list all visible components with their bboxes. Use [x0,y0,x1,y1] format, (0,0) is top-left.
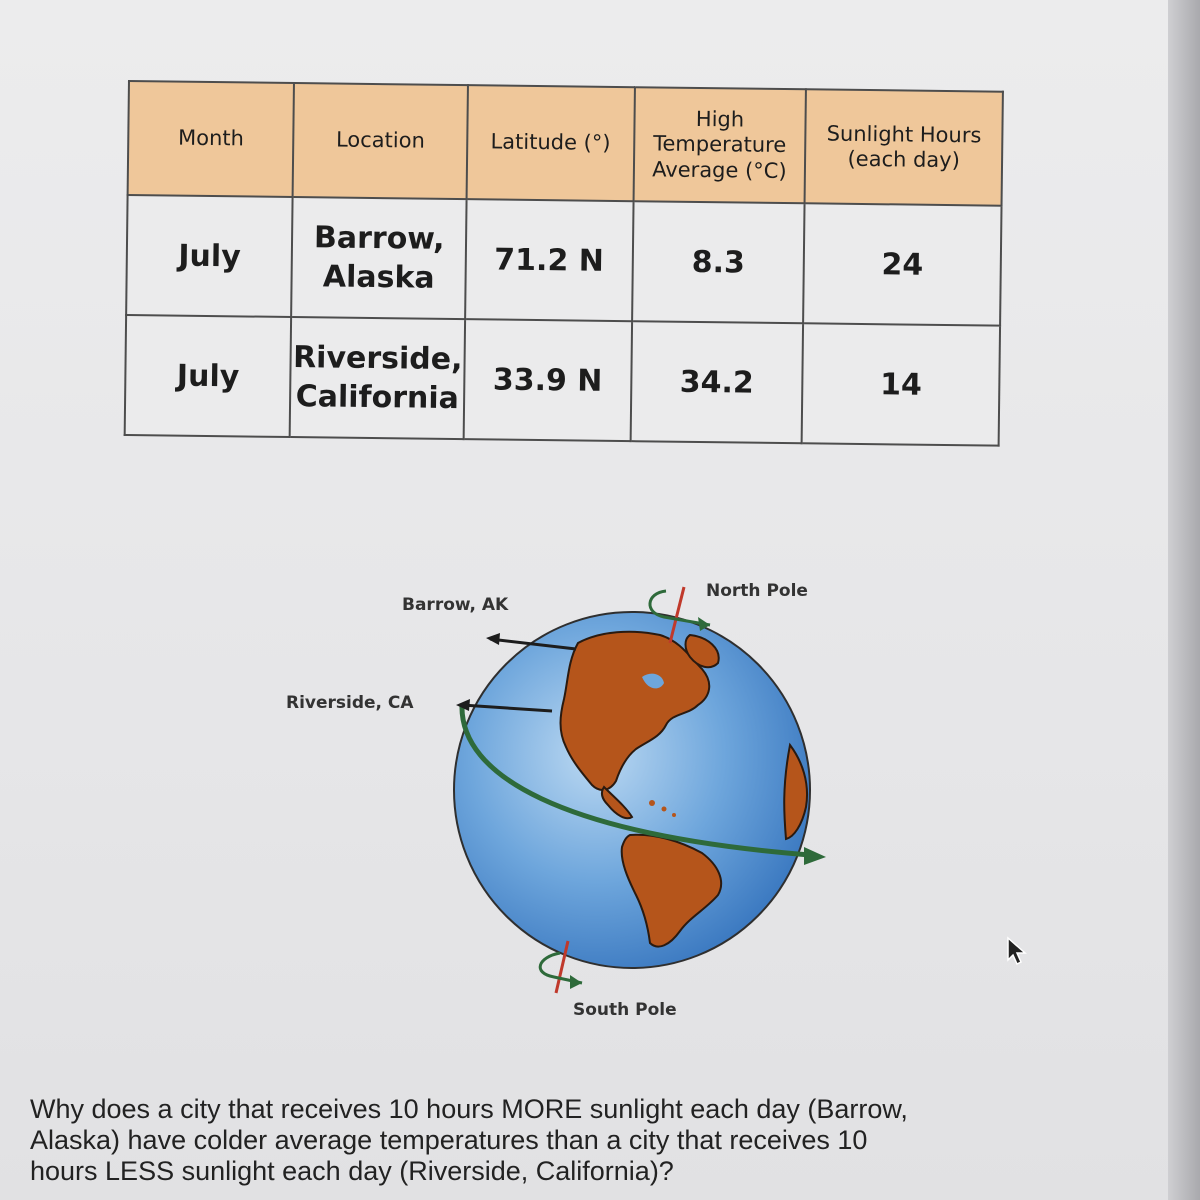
header-location: Location [293,83,468,199]
question-text [30,1094,1110,1187]
barrow-label: Barrow, AK [402,595,509,615]
table-row [125,315,1000,446]
cell-high-temp: 34.2 [630,321,803,443]
cell-latitude: 33.9 N [464,319,632,441]
cell-high-temp: 8.3 [632,201,805,323]
header-month: Month [128,81,295,197]
south-pole-label: South Pole [573,1000,677,1020]
question-line: Why does a city that receives 10 hours MORE sunlight each day (Barrow, [30,1094,908,1124]
cell-sunlight: 24 [803,203,1001,325]
question-line: Alaska) have colder average temperatures than a city that receives 10 [30,1125,868,1155]
cell-month: July [125,315,292,437]
cell-latitude: 71.2 N [465,199,633,321]
cell-month: July [126,195,293,317]
climate-data-table [124,80,1004,447]
table-header-row [128,81,1003,206]
header-latitude: Latitude (°) [466,85,634,201]
header-high-temperature: High Temperature Average (°C) [633,87,806,203]
arrow-cursor-icon [1004,936,1030,966]
cell-location: Barrow, Alaska [292,197,467,319]
riverside-label: Riverside, CA [286,693,414,713]
earth-diagram [270,565,840,1025]
cell-location: Riverside, California [290,317,465,439]
earth-globe-illustration [270,565,840,1025]
cell-sunlight: 14 [802,323,1000,445]
header-sunlight-hours: Sunlight Hours (each day) [805,89,1003,205]
table-row [126,195,1001,326]
north-pole-label: North Pole [706,581,808,601]
monitor-bezel [1168,0,1200,1200]
question-line: hours LESS sunlight each day (Riverside, California)? [30,1156,674,1186]
